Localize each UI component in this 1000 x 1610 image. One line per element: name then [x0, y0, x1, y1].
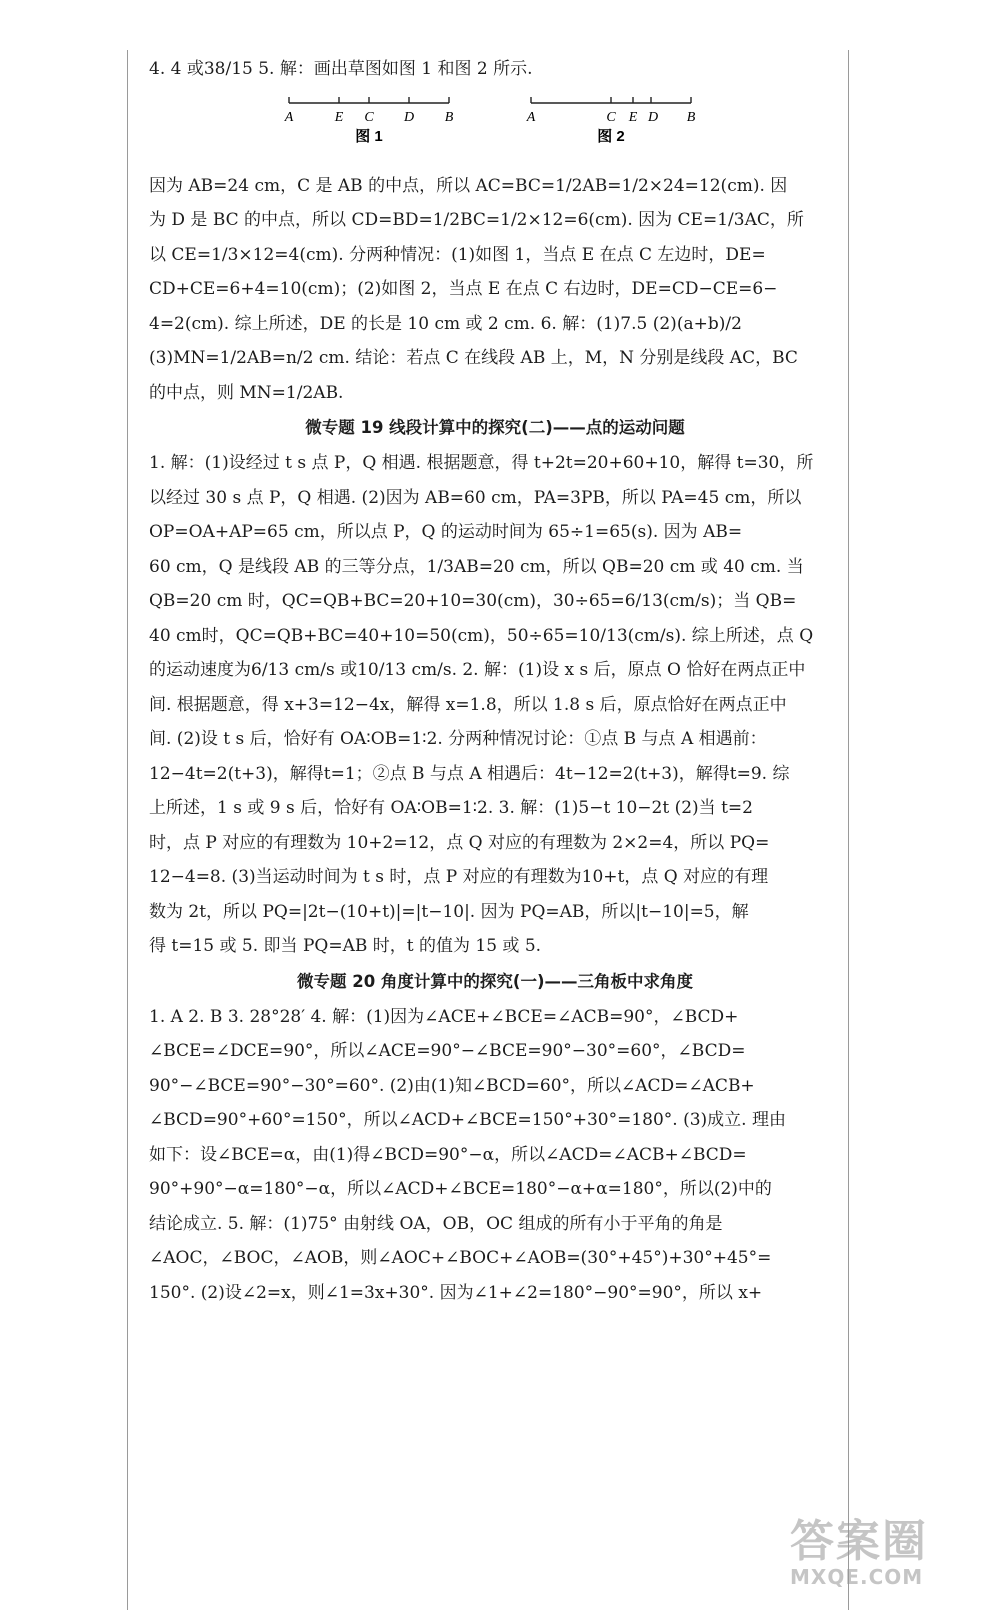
text-line: ∠AOC，∠BOC，∠AOB，则∠AOC+∠BOC+∠AOB=(30°+45°)+30°+45°=: [149, 1248, 772, 1268]
text-line: 的中点，则 MN=1/2AB.: [149, 382, 344, 403]
text-line: 间. (2)设 t s 后，恰好有 OA∶OB=1∶2. 分两种情况讨论：①点 B 与点 A 相遇前：: [149, 729, 767, 749]
text-line: 如下：设∠BCE=α，由(1)得∠BCD=90°−α，所以∠ACD=∠ACB+∠BCD=: [149, 1144, 747, 1165]
fig1-point-label: C: [364, 109, 374, 125]
fig1-point-label: D: [403, 109, 415, 125]
text-line: 60 cm，Q 是线段 AB 的三等分点，1/3AB=20 cm，所以 QB=20 cm 或 40 cm. 当: [149, 556, 804, 577]
left-margin-rule: [127, 50, 128, 1610]
answer-page: [149, 52, 841, 1310]
text-line: 间. 根据题意，得 x+3=12−4x，解得 x=1.8，所以 1.8 s 后，原点恰好在两点正中: [149, 694, 787, 715]
text-line: 1. A 2. B 3. 28°28′ 4. 解：(1)因为∠ACE+∠BCE=∠ACB=90°，∠BCD+: [149, 1006, 739, 1027]
text-line: CD+CE=6+4=10(cm)；(2)如图 2，当点 E 在点 C 右边时，DE=CD−CE=6−: [149, 279, 778, 299]
text-line: 的运动速度为6/13 cm/s 或10/13 cm/s. 2. 解：(1)设 x s 后，原点 O 恰好在两点正中: [149, 660, 806, 680]
fig2-point-label: E: [628, 109, 638, 125]
fig1-point-label: B: [444, 109, 454, 125]
fig2-point-label: D: [647, 109, 659, 125]
text-line: 90°+90°−α=180°−α，所以∠ACD+∠BCE=180°−α+α=180°，所以(2)中的: [149, 1179, 772, 1199]
fig2-point-label: B: [686, 109, 696, 125]
text-line: 12−4t=2(t+3)，解得t=1；②点 B 与点 A 相遇后：4t−12=2(t+3)，解得t=9. 综: [149, 763, 790, 784]
fig2-point-label: C: [606, 109, 616, 125]
text-line: 4=2(cm). 综上所述，DE 的长是 10 cm 或 2 cm. 6. 解：(1)7.5 (2)(a+b)/2: [149, 313, 742, 334]
watermark-site: MXQE.COM: [790, 1565, 924, 1589]
text-line: OP=OA+AP=65 cm，所以点 P，Q 的运动时间为 65÷1=65(s). 因为 AB=: [149, 522, 743, 542]
fig1-point-label: A: [284, 109, 294, 125]
figure-1-caption: 图 1: [355, 127, 383, 145]
text-line: 150°. (2)设∠2=x，则∠1=3x+30°. 因为∠1+∠2=180°−90°=90°，所以 x+: [149, 1282, 763, 1303]
text-line: QB=20 cm 时，QC=QB+BC=20+10=30(cm)，30÷65=6/13(cm/s)；当 QB=: [149, 591, 797, 611]
text-line: ∠BCE=∠DCE=90°，所以∠ACE=90°−∠BCE=90°−30°=60°，∠BCD=: [149, 1041, 746, 1061]
figure-1: [279, 89, 469, 169]
figure-2-caption: 图 2: [597, 127, 625, 145]
section-19-title: 微专题 19 线段计算中的探究(二)——点的运动问题: [305, 418, 685, 437]
text-line: 40 cm时，QC=QB+BC=40+10=50(cm)，50÷65=10/13(cm/s). 综上所述，点 Q: [149, 625, 814, 646]
text-line: 数为 2t，所以 PQ=|2t−(10+t)|=|t−10|. 因为 PQ=AB，所以|t−10|=5，解: [149, 901, 749, 922]
watermark: [790, 1505, 990, 1595]
text-line: 上所述，1 s 或 9 s 后，恰好有 OA∶OB=1∶2. 3. 解：(1)5−t 10−2t (2)当 t=2: [149, 798, 753, 818]
text-line: 以经过 30 s 点 P，Q 相遇. (2)因为 AB=60 cm，PA=3PB，所以 PA=45 cm，所以: [149, 487, 802, 508]
right-margin-rule: [848, 50, 849, 1610]
figures-row: [149, 89, 841, 169]
watermark-logo: 答案圈: [790, 1516, 928, 1567]
text-line: 得 t=15 或 5. 即当 PQ=AB 时，t 的值为 15 或 5.: [149, 936, 542, 956]
text-line: ∠BCD=90°+60°=150°，所以∠ACD+∠BCE=150°+30°=180°. (3)成立. 理由: [149, 1110, 786, 1130]
figure-2: [521, 89, 711, 169]
text-line: 1. 解：(1)设经过 t s 点 P，Q 相遇. 根据题意，得 t+2t=20+60+10，解得 t=30，所: [149, 453, 814, 473]
section-20-title: 微专题 20 角度计算中的探究(一)——三角板中求角度: [296, 971, 694, 991]
fig2-point-label: A: [526, 109, 536, 125]
text-line: (3)MN=1/2AB=n/2 cm. 结论：若点 C 在线段 AB 上，M，N 分别是线段 AC，BC: [149, 348, 798, 368]
text-line: 以 CE=1/3×12=4(cm). 分两种情况：(1)如图 1，当点 E 在点 C 左边时，DE=: [149, 244, 766, 265]
answer-line-4-5: 4. 4 或38/15 5. 解：画出草图如图 1 和图 2 所示.: [149, 59, 533, 79]
text-line: 因为 AB=24 cm，C 是 AB 的中点，所以 AC=BC=1/2AB=1/2×24=12(cm). 因: [149, 175, 788, 196]
answer-5-6-text: [149, 169, 841, 411]
text-line: 90°−∠BCE=90°−30°=60°. (2)由(1)知∠BCD=60°，所以∠ACD=∠ACB+: [149, 1075, 755, 1096]
text-line: 结论成立. 5. 解：(1)75° 由射线 OA，OB，OC 组成的所有小于平角的角是: [149, 1213, 723, 1234]
section-19-body: [149, 446, 841, 964]
text-line: 时，点 P 对应的有理数为 10+2=12，点 Q 对应的有理数为 2×2=4，所以 PQ=: [149, 832, 770, 853]
fig1-point-label: E: [334, 109, 344, 125]
text-line: 12−4=8. (3)当运动时间为 t s 时，点 P 对应的有理数为10+t，点 Q 对应的有理: [149, 867, 769, 887]
section-20-body: [149, 1000, 841, 1311]
text-line: 为 D 是 BC 的中点，所以 CD=BD=1/2BC=1/2×12=6(cm). 因为 CE=1/3AC，所: [149, 210, 804, 230]
